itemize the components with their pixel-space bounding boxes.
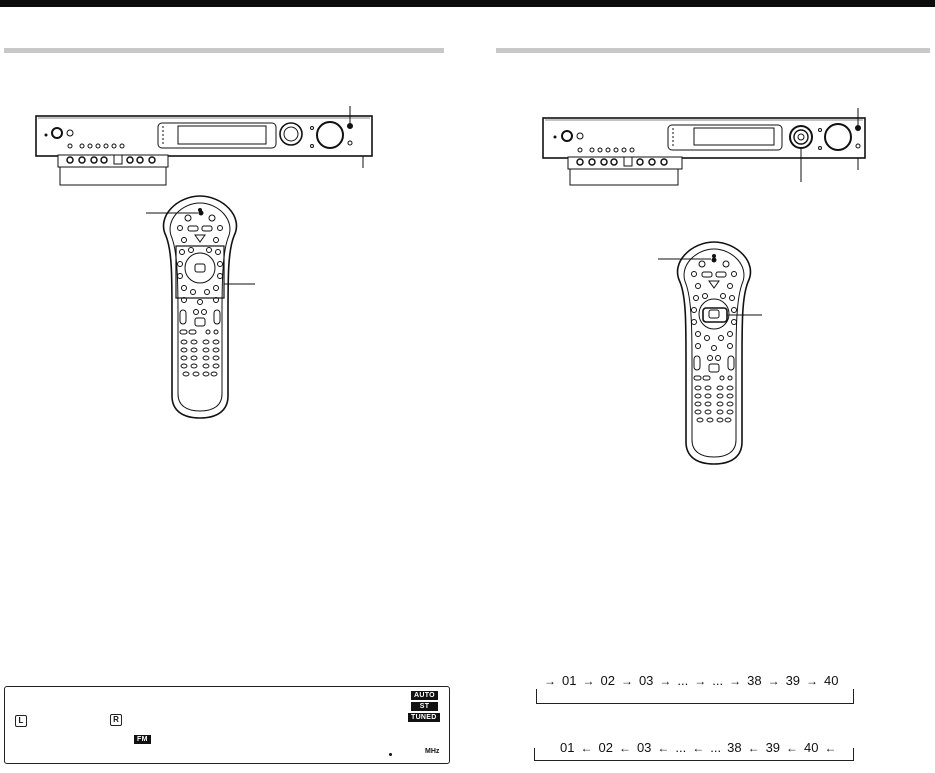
arrow-right: → <box>582 673 595 688</box>
preset-38: 38 <box>727 740 742 755</box>
arrow-right: → <box>806 673 819 688</box>
arrow-left: ← <box>692 740 705 755</box>
arrow-right: → <box>620 673 633 688</box>
stereo-indicator: ST <box>411 702 438 711</box>
preset-40: 40 <box>804 740 819 755</box>
arrow-left: ← <box>657 740 670 755</box>
preset-ellipsis: ... <box>710 740 722 755</box>
arrow-right: → <box>767 673 780 688</box>
preset-01: 01 <box>562 673 577 688</box>
sequence-forward-row <box>536 673 839 688</box>
arrow-left: ← <box>786 740 799 755</box>
left-receiver-front-panel <box>36 106 372 185</box>
mhz-unit-label: MHz <box>425 748 440 755</box>
preset-40: 40 <box>824 673 839 688</box>
arrow-right: → <box>659 673 672 688</box>
tuner-lcd-display <box>4 686 450 764</box>
right-channel-indicator: R <box>110 714 122 726</box>
right-receiver-front-panel <box>543 108 865 185</box>
arrow-left: ← <box>580 740 593 755</box>
preset-38: 38 <box>747 673 762 688</box>
preset-ellipsis: ... <box>675 740 687 755</box>
tuned-indicator: TUNED <box>408 713 440 722</box>
arrow-left: ← <box>747 740 760 755</box>
preset-39: 39 <box>765 740 781 755</box>
left-remote-control <box>146 196 255 418</box>
preset-03: 03 <box>638 673 654 688</box>
arrow-right: → <box>544 673 556 688</box>
arrow-left: ← <box>618 740 631 755</box>
preset-03: 03 <box>636 740 652 755</box>
arrow-right: → <box>694 673 707 688</box>
decimal-point <box>389 753 392 756</box>
preset-01: 01 <box>560 740 575 755</box>
fm-band-indicator: FM <box>134 735 151 744</box>
arrow-left: ← <box>824 740 837 755</box>
preset-ellipsis: ... <box>677 673 689 688</box>
preset-39: 39 <box>785 673 801 688</box>
sequence-forward-loop <box>536 689 854 704</box>
sequence-reverse-row <box>560 740 837 755</box>
auto-indicator: AUTO <box>411 691 438 700</box>
preset-02: 02 <box>600 673 615 688</box>
left-channel-indicator: L <box>15 715 27 727</box>
preset-02: 02 <box>598 740 613 755</box>
preset-ellipsis: ... <box>712 673 724 688</box>
arrow-right: → <box>729 673 742 688</box>
right-remote-control <box>658 242 762 464</box>
